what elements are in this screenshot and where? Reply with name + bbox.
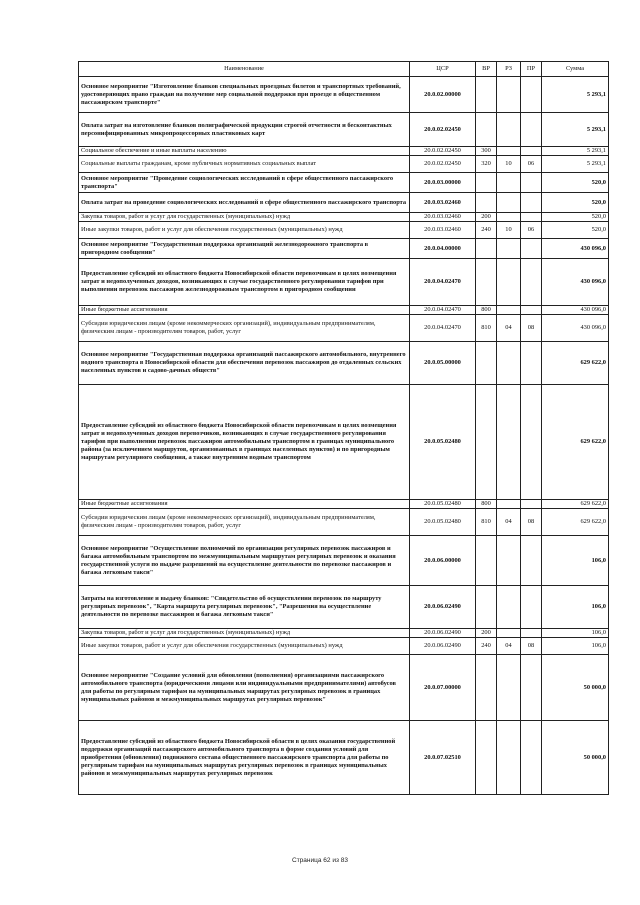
table-row: [79, 721, 609, 795]
cell-csr: 20.0.06.02490: [410, 629, 476, 638]
table-row: [79, 306, 609, 315]
cell-pr: [521, 193, 542, 213]
cell-pr: [521, 629, 542, 638]
cell-csr: 20.0.03.00000: [410, 173, 476, 193]
table-row: [79, 655, 609, 721]
cell-sum: 629 622,0: [542, 385, 609, 500]
cell-name: Субсидии юридическим лицам (кроме некоммерческих организаций), индивидуальным предпринимателям, физическим лицам - производителям товаров, работ, услуг: [79, 315, 410, 342]
cell-sum: 520,0: [542, 193, 609, 213]
cell-sum: 5 293,1: [542, 156, 609, 173]
table-row: [79, 156, 609, 173]
cell-rz: [497, 193, 521, 213]
cell-csr: 20.0.04.02470: [410, 315, 476, 342]
cell-rz: [497, 259, 521, 306]
cell-rz: [497, 655, 521, 721]
cell-rz: 10: [497, 156, 521, 173]
cell-csr: 20.0.03.02460: [410, 222, 476, 239]
cell-vr: [476, 536, 497, 586]
cell-csr: 20.0.05.02480: [410, 385, 476, 500]
cell-sum: 106,0: [542, 586, 609, 629]
cell-pr: [521, 586, 542, 629]
cell-pr: [521, 655, 542, 721]
cell-sum: 106,0: [542, 536, 609, 586]
table-row: [79, 342, 609, 385]
cell-vr: [476, 77, 497, 113]
column-header-sum: Сумма: [542, 62, 609, 77]
cell-name: Основное мероприятие "Проведение социологических исследований в сфере общественного пассажирского транспорта": [79, 173, 410, 193]
table-row: [79, 147, 609, 156]
cell-rz: [497, 342, 521, 385]
page-number: Страница 62 из 83: [292, 857, 348, 864]
cell-csr: 20.0.02.02450: [410, 156, 476, 173]
cell-rz: 04: [497, 315, 521, 342]
cell-rz: [497, 113, 521, 147]
cell-pr: [521, 77, 542, 113]
cell-sum: 5 293,1: [542, 77, 609, 113]
cell-vr: [476, 721, 497, 795]
cell-sum: 50 000,0: [542, 721, 609, 795]
column-header-csr: ЦСР: [410, 62, 476, 77]
cell-pr: [521, 239, 542, 259]
cell-pr: [521, 385, 542, 500]
cell-name: Субсидии юридическим лицам (кроме некоммерческих организаций), индивидуальным предпринимателям, физическим лицам - производителям товаров, работ, услуг: [79, 509, 410, 536]
cell-name: Основное мероприятие "Государственная поддержка организаций пассажирского автомобильного, внутреннего водного транспорта в Новосибирской области для обеспечения перевозок пассажиров до отдаленных сельских населенных пунктов и садово-дачных обществ": [79, 342, 410, 385]
cell-pr: 08: [521, 638, 542, 655]
table-row: [79, 113, 609, 147]
cell-vr: [476, 655, 497, 721]
cell-sum: 629 622,0: [542, 509, 609, 536]
cell-rz: 10: [497, 222, 521, 239]
cell-csr: 20.0.06.02490: [410, 586, 476, 629]
cell-pr: 08: [521, 509, 542, 536]
budget-document: [78, 61, 608, 795]
cell-sum: 5 293,1: [542, 113, 609, 147]
cell-rz: [497, 239, 521, 259]
cell-pr: 06: [521, 222, 542, 239]
cell-sum: 430 096,0: [542, 306, 609, 315]
cell-vr: 810: [476, 315, 497, 342]
cell-vr: [476, 173, 497, 193]
budget-table: [78, 61, 609, 795]
table-header-row: [79, 62, 609, 77]
cell-rz: [497, 385, 521, 500]
cell-csr: 20.0.07.02510: [410, 721, 476, 795]
table-row: [79, 315, 609, 342]
cell-vr: 200: [476, 213, 497, 222]
column-header-pr: ПР: [521, 62, 542, 77]
cell-name: Оплата затрат на изготовление бланков полиграфической продукции строгой отчетности и бесконтактных персонифицированных микропроцессорных пластиковых карт: [79, 113, 410, 147]
cell-sum: 520,0: [542, 213, 609, 222]
cell-vr: [476, 113, 497, 147]
cell-name: Предоставление субсидий из областного бюджета Новосибирской области перевозчикам в целях возмещения затрат и недополученных доходов, возникающих в случае государственного регулирования тарифов при выполнении перевозок пассажиров железнодорожным транспортом в пригородном сообщении: [79, 259, 410, 306]
table-row: [79, 193, 609, 213]
cell-csr: 20.0.06.02490: [410, 638, 476, 655]
cell-sum: 430 096,0: [542, 239, 609, 259]
cell-pr: [521, 721, 542, 795]
cell-rz: [497, 500, 521, 509]
cell-sum: 106,0: [542, 629, 609, 638]
cell-pr: [521, 342, 542, 385]
cell-vr: 300: [476, 147, 497, 156]
cell-sum: 430 096,0: [542, 315, 609, 342]
cell-name: Иные бюджетные ассигнования: [79, 500, 410, 509]
cell-vr: 800: [476, 306, 497, 315]
cell-csr: 20.0.02.02450: [410, 113, 476, 147]
table-row: [79, 500, 609, 509]
cell-pr: [521, 536, 542, 586]
cell-csr: 20.0.04.00000: [410, 239, 476, 259]
cell-rz: [497, 536, 521, 586]
cell-vr: [476, 385, 497, 500]
cell-name: Иные бюджетные ассигнования: [79, 306, 410, 315]
cell-pr: [521, 306, 542, 315]
cell-csr: 20.0.02.02450: [410, 147, 476, 156]
cell-rz: [497, 213, 521, 222]
table-row: [79, 213, 609, 222]
cell-rz: [497, 721, 521, 795]
table-row: [79, 173, 609, 193]
cell-name: Иные закупки товаров, работ и услуг для обеспечения государственных (муниципальных) нужд: [79, 222, 410, 239]
cell-csr: 20.0.04.02470: [410, 306, 476, 315]
cell-rz: [497, 629, 521, 638]
cell-csr: 20.0.06.00000: [410, 536, 476, 586]
cell-rz: 04: [497, 638, 521, 655]
cell-csr: 20.0.03.02460: [410, 213, 476, 222]
cell-vr: [476, 193, 497, 213]
cell-pr: [521, 500, 542, 509]
cell-pr: 08: [521, 315, 542, 342]
cell-rz: [497, 147, 521, 156]
cell-name: Основное мероприятие "Изготовление бланков специальных проездных билетов и транспортных требований, удостоверяющих право граждан на получение мер социальной поддержки при проезде в общественном пассажирском транспорте": [79, 77, 410, 113]
cell-sum: 520,0: [542, 173, 609, 193]
cell-name: Основное мероприятие "Государственная поддержка организаций железнодорожного транспорта в пригородном сообщении": [79, 239, 410, 259]
table-row: [79, 638, 609, 655]
cell-name: Закупка товаров, работ и услуг для государственных (муниципальных) нужд: [79, 213, 410, 222]
cell-csr: 20.0.04.02470: [410, 259, 476, 306]
cell-rz: [497, 586, 521, 629]
cell-pr: [521, 113, 542, 147]
cell-name: Иные закупки товаров, работ и услуг для обеспечения государственных (муниципальных) нужд: [79, 638, 410, 655]
cell-name: Социальные выплаты гражданам, кроме публичных нормативных социальных выплат: [79, 156, 410, 173]
cell-name: Затраты на изготовление и выдачу бланков: "Свидетельство об осуществлении перевозок по маршруту регулярных перевозок", "Карта маршрута регулярных перевозок", "Разрешения на осуществление деятельности по перевозке пассажиров и багажа легковым такси": [79, 586, 410, 629]
cell-vr: [476, 239, 497, 259]
cell-pr: [521, 173, 542, 193]
table-body: [79, 77, 609, 795]
cell-rz: [497, 306, 521, 315]
cell-pr: [521, 147, 542, 156]
cell-csr: 20.0.02.00000: [410, 77, 476, 113]
cell-vr: 200: [476, 629, 497, 638]
cell-name: Социальное обеспечение и иные выплаты населению: [79, 147, 410, 156]
cell-name: Предоставление субсидий из областного бюджета Новосибирской области в целях оказания государственной поддержки организаций пассажирского автомобильного транспорта в форме создания условий для приобретения (обновления) подвижного состава общественного пассажирского транспорта для работы по регулярным тарифам на муниципальных маршрутах регулярных перевозок в границах муниципальных районов и межмуниципальных маршрутах регулярных перевозок: [79, 721, 410, 795]
cell-csr: 20.0.05.00000: [410, 342, 476, 385]
cell-vr: 240: [476, 222, 497, 239]
cell-csr: 20.0.07.00000: [410, 655, 476, 721]
cell-name: Основное мероприятие "Осуществление полномочий по организации регулярных перевозок пассажиров и багажа автомобильным транспортом по межмуниципальным маршрутам регулярных перевозок и оказания государственной услуги по выдаче разрешений на осуществление деятельности по перевозке пассажиров и багажа легковым такси": [79, 536, 410, 586]
table-row: [79, 239, 609, 259]
cell-vr: [476, 259, 497, 306]
table-row: [79, 259, 609, 306]
column-header-name: Наименование: [79, 62, 410, 77]
table-row: [79, 629, 609, 638]
cell-sum: 629 622,0: [542, 342, 609, 385]
table-row: [79, 385, 609, 500]
table-row: [79, 509, 609, 536]
cell-sum: 520,0: [542, 222, 609, 239]
table-row: [79, 77, 609, 113]
cell-name: Закупка товаров, работ и услуг для государственных (муниципальных) нужд: [79, 629, 410, 638]
cell-sum: 629 622,0: [542, 500, 609, 509]
table-row: [79, 586, 609, 629]
cell-vr: [476, 342, 497, 385]
cell-vr: 800: [476, 500, 497, 509]
cell-name: Предоставление субсидий из областного бюджета Новосибирской области перевозчикам в целях возмещения затрат и недополученных доходов перевозчиков, возникающих в случае государственного регулирования тарифов при выполнении перевозок пассажиров автомобильным транспортом в границах муниципального района (за исключением маршрутов, организованных в границах населенных пунктов) и по пригородным маршрутам регулярного сообщения, а также внутренним водным транспортом: [79, 385, 410, 500]
table-row: [79, 222, 609, 239]
table-row: [79, 536, 609, 586]
cell-rz: [497, 77, 521, 113]
cell-sum: 106,0: [542, 638, 609, 655]
cell-vr: 810: [476, 509, 497, 536]
cell-vr: 320: [476, 156, 497, 173]
column-header-rz: РЗ: [497, 62, 521, 77]
cell-sum: 50 000,0: [542, 655, 609, 721]
cell-pr: 06: [521, 156, 542, 173]
cell-pr: [521, 259, 542, 306]
cell-vr: [476, 586, 497, 629]
cell-name: Оплата затрат на проведение социологических исследований в сфере общественного пассажирского транспорта: [79, 193, 410, 213]
cell-csr: 20.0.03.02460: [410, 193, 476, 213]
cell-rz: 04: [497, 509, 521, 536]
cell-sum: 430 096,0: [542, 259, 609, 306]
cell-pr: [521, 213, 542, 222]
cell-rz: [497, 173, 521, 193]
cell-csr: 20.0.05.02480: [410, 500, 476, 509]
cell-sum: 5 293,1: [542, 147, 609, 156]
cell-vr: 240: [476, 638, 497, 655]
cell-name: Основное мероприятие "Создание условий для обновления (пополнения) организациями пассажирского автомобильного транспорта (юридическими лицами или индивидуальными предпринимателями) автобусов для работы по регулярным тарифам на муниципальных маршрутах регулярных перевозок в границах муниципальных районов и межмуниципальных маршрутах регулярных перевозок": [79, 655, 410, 721]
column-header-vr: ВР: [476, 62, 497, 77]
cell-csr: 20.0.05.02480: [410, 509, 476, 536]
